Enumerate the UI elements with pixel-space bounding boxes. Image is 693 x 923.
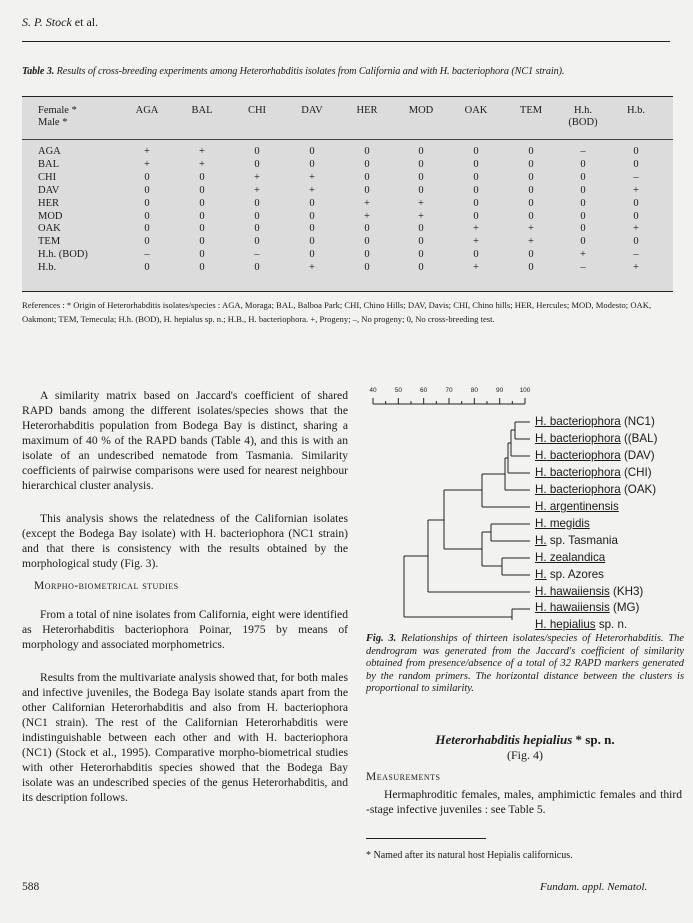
table-cell: – [254,249,260,261]
table-cell: 0 [144,184,150,196]
species-figure-ref: (Fig. 4) [507,748,543,762]
table-cell: 0 [633,236,639,248]
paragraph-relatedness: This analysis shows the relatedness of the Californian isolates (except the Bodega Bay isolate) with H. bacteriophora (NC1 strain) and that there is consistency with the results obtained by the morphological study (Fig. 3). [22,512,348,570]
table-cell: 0 [473,197,479,209]
table-cell: 0 [199,249,205,261]
table-col-header: CHI [247,105,267,116]
table-cell: + [144,158,150,170]
header-rule [22,41,670,42]
table-cell: 0 [364,236,370,248]
table-cell: 0 [309,146,315,157]
table-cell: 0 [199,184,205,196]
table-cell: 0 [473,158,479,170]
table-cell: + [364,197,370,209]
corner-female-label: Female * [38,105,77,116]
table-cell: 0 [580,197,586,209]
dendrogram-leaf-label: H. bacteriophora (DAV) [535,448,655,462]
table-top-rule [22,96,673,97]
table-cell: + [633,262,639,274]
species-title: Heterorhabditis hepialius * sp. n. [435,732,615,747]
dendrogram-leaf-label: H. bacteriophora (NC1) [535,415,655,428]
table-corner-header [38,105,77,129]
species-footnote: * Named after its natural host Hepialis californicus. [366,850,573,861]
table-cell: + [144,146,150,157]
table-cell: 0 [144,171,150,183]
table-cell: 0 [473,171,479,183]
table-cell: 0 [580,210,586,222]
table-cell: 0 [473,146,479,157]
dendrogram-branches [404,422,530,620]
table-cell: + [199,146,205,157]
table-cell: 0 [199,210,205,222]
corner-male-label: Male * [38,117,68,128]
table-cell: 0 [528,249,534,261]
footnote-rule [366,838,486,839]
table-cell: 0 [364,146,370,157]
table-cell: 0 [144,197,150,209]
table-cell: 0 [254,146,260,157]
table-cell: + [473,236,479,248]
dendrogram-leaf-label: H. hawaiiensis (MG) [535,601,640,615]
table-row-label: AGA [38,146,61,157]
axis-tick-label: 50 [394,387,402,394]
table-cell: 0 [418,171,424,183]
table-cell: + [309,171,315,183]
table-row-label: CHI [38,171,57,183]
journal-name: Fundam. appl. Nematol. [540,881,648,893]
dendrogram-leaf-label: H. argentinensis [535,499,619,513]
dendrogram-leaf-label: H. sp. Azores [535,567,604,581]
table-cell: 0 [144,210,150,222]
table-row-label: OAK [38,223,61,235]
table-cell: + [633,223,639,235]
table-col-header: H.h. [573,105,593,116]
table-cell: 0 [309,236,315,248]
table-cell: 0 [580,171,586,183]
measurements-text: Hermaphroditic females, males, amphimictic females and third -stage infective juveniles : see Table 5. [366,788,682,816]
table-cell: 0 [309,210,315,222]
table-cell: 0 [254,210,260,222]
table-cell: 0 [633,210,639,222]
table-cell: 0 [199,171,205,183]
table-col-header: OAK [464,105,488,116]
table-cell: 0 [364,158,370,170]
table-references: References : * Origin of Heterorhabditis isolates/species : AGA, Moraga; BAL, Balboa Park; CHI, Chino Hills; DAV, Davis; CHI, Chino hills; HER, Hercules; MOD, Modesto; OAK, Oakmont; TEM, Temecula; H.h. (BOD), H. hepialus sp. n.; H.B., H. bacteriophora. +, Progeny; –, No progeny; 0, No cross-breeding test. [22,300,652,324]
table-cell: 0 [418,184,424,196]
table-cell: 0 [418,223,424,235]
table-row-label: H.h. (BOD) [38,249,88,261]
axis-tick-label: 40 [369,387,377,394]
table-cell: 0 [633,197,639,209]
table-cell: 0 [254,262,260,274]
table-cell: 0 [418,262,424,274]
dendrogram-leaf-label: H. megidis [535,516,590,530]
table-col-header: AGA [135,105,159,116]
paragraph-similarity-matrix: A similarity matrix based on Jaccard's coefficient of shared RAPD bands among the different isolates/species shows that the Heterorhabditis population from Bodega Bay is distinct, sharing a maximum of 40 % of the RAPD bands (Table 4), and this is with an isolate of an undescribed nematode from Tasmania. Similarity coefficients of pairwise comparisons were used for nearest neighbour hierarchical cluster analysis. [22,389,348,492]
table-caption: Table 3. Results of cross-breeding experiments among Heterorhabditis isolates from California and with H. bacteriophora (NC1 strain). [22,66,565,77]
table-cell: 0 [364,223,370,235]
dendrogram-leaf-label: H. hawaiiensis (KH3) [535,584,644,598]
dendrogram-leaf-label: H. zealandica [535,550,606,564]
table-cell: 0 [254,236,260,248]
table-cell: 0 [254,158,260,170]
axis-tick-label: 60 [420,387,428,394]
table-cell: 0 [199,223,205,235]
table-row-label: BAL [38,158,59,170]
table-row-label: HER [38,197,59,209]
paragraph-multivariate: Results from the multivariate analysis showed that, for both males and infective juveniles, the Bodega Bay isolate stands apart from the other Californian Heterorhabditis and also from H. bacteriophora (NC1 strain). The rest of the Californian Heterorhabditis were indistinguishable between each other and with H. bacteriophora (NC1) (Stock et al., 1995). Comparative morpho-biometrical studies with other Heterorhabditis species showed that the Bodega Bay isolate was an undescribed species of the genus Heterorhabditis, and its description follows. [22,671,348,804]
similarity-axis [369,387,530,404]
table-cell: 0 [633,158,639,170]
table-cell: 0 [473,249,479,261]
table-cell: + [418,197,424,209]
table-cell: + [528,236,534,248]
axis-tick-label: 90 [496,387,504,394]
table-cell: 0 [144,236,150,248]
figure-caption: Fig. 3. Relationships of thirteen isolates/species of Heterorhabditis. The dendrogram was generated from the Jaccard's coefficient of similarity obtained from presence/absence of a total of 32 RAPD markers generated by the random primers. The horizontal distance between the clusters is proportional to similarity. [366,633,684,695]
table-cell: 0 [528,262,534,274]
measurements-heading: Measurements [366,771,441,783]
table-cell: + [199,158,205,170]
figure-label: Fig. 3. [366,633,397,644]
table-cell: 0 [144,262,150,274]
table-col-header: DAV [301,105,323,116]
table-header-rule [22,139,673,140]
section-heading-morpho: Morpho-biometrical studies [34,580,179,592]
dendrogram-leaf-label: H. hepialius sp. n. [535,618,628,632]
table-row-label: MOD [38,210,63,222]
table-cell: 0 [473,184,479,196]
page-number: 588 [22,881,40,893]
table-cell: 0 [309,158,315,170]
table-cell: 0 [528,158,534,170]
table-cell: 0 [199,262,205,274]
dendrogram-leaf-label: H. bacteriophora (CHI) [535,465,652,479]
table-col-header: HER [356,105,378,116]
table-row-label: H.b. [38,262,57,274]
table-cell: 0 [633,146,639,157]
table-cell: 0 [580,158,586,170]
table-cell: 0 [254,223,260,235]
table-cell: 0 [528,171,534,183]
table-cell: 0 [580,223,586,235]
table-col-header: MOD [408,105,434,116]
table-row-label: DAV [38,184,60,196]
axis-tick-label: 80 [470,387,478,394]
table-cell: 0 [364,184,370,196]
dendrogram-leaf-label: H. bacteriophora (OAK) [535,482,657,496]
table-cell: 0 [418,158,424,170]
table-cell: – [580,146,586,157]
table-cell: + [364,210,370,222]
table-cell: 0 [364,249,370,261]
table-row-label: TEM [38,236,61,248]
table-cell: 0 [364,262,370,274]
table-cell: + [254,171,260,183]
table-cell: 0 [364,171,370,183]
axis-tick-label: 100 [519,387,531,394]
table-cell: 0 [528,197,534,209]
table-cell: – [633,249,639,261]
table-col-header: BAL [191,105,213,116]
table-cell: 0 [528,146,534,157]
table-cell: 0 [528,184,534,196]
table-cell: – [633,171,639,183]
table-cell: 0 [144,223,150,235]
table-cell: 0 [199,236,205,248]
table-cell: 0 [309,249,315,261]
table-cell: + [473,223,479,235]
axis-tick-label: 70 [445,387,453,394]
table-cell: 0 [528,210,534,222]
table-cell: 0 [580,184,586,196]
table-cell: 0 [254,197,260,209]
table-cell: 0 [309,197,315,209]
table-cell: – [144,249,150,261]
table-col-header: H.b. [626,105,646,116]
table-cell: 0 [418,146,424,157]
table-cell: + [309,184,315,196]
table-cell: 0 [580,236,586,248]
dendrogram-leaf-label: H. bacteriophora ((BAL) [535,431,658,445]
table-cell: + [528,223,534,235]
table-cell: 0 [309,223,315,235]
dendrogram-leaf-label: H. sp. Tasmania [535,533,618,547]
table-cell: 0 [199,197,205,209]
table-cell: 0 [418,249,424,261]
running-header-author: S. P. Stock et al. [22,15,99,29]
table-cell: – [580,262,586,274]
table-cell: + [254,184,260,196]
table-label: Table 3. [22,66,55,77]
paragraph-isolates: From a total of nine isolates from California, eight were identified as Heterorhabditis bacteriophora Poinar, 1975 by means of morphology and associated morphometrics. [22,608,348,651]
table-cell: + [580,249,586,261]
table-cell: + [418,210,424,222]
table-cell: 0 [473,210,479,222]
table-cell: + [473,262,479,274]
table-bottom-rule [22,291,673,292]
table-cell: 0 [418,236,424,248]
table-col-subheader: (BOD) [568,117,598,128]
table-col-header: TEM [519,105,543,116]
table-cell: + [309,262,315,274]
table-cell: + [633,184,639,196]
